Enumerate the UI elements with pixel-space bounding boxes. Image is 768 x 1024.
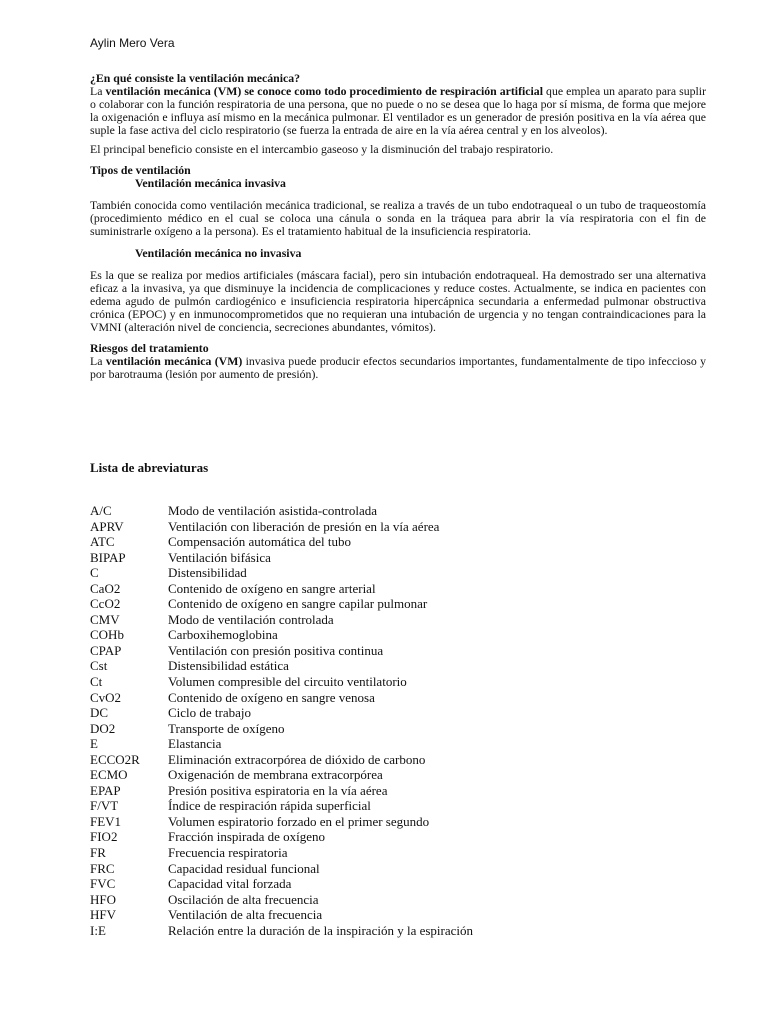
abbreviation-code: CvO2 [90,689,122,705]
abbreviation-code: F/VT [90,798,119,814]
abbreviation-description: Oxigenación de membrana extracorpórea [168,767,383,783]
abbreviation-row [90,923,706,939]
abbreviation-description: Transporte de oxígeno [168,720,285,736]
invasive-paragraph: También conocida como ventilación mecánica tradicional, se realiza a través de un tubo endotraqueal o un tubo de traqueostomía (procedimiento médico en el cual se coloca una cánula o sonda en la tráquea para abrir la vía respiratoria con el fin de suministrarle oxígeno a la persona). Es el tratamiento habitual de la insuficiencia respiratoria. [90,198,706,239]
abbreviation-description: Eliminación extracorpórea de dióxido de carbono [168,751,426,767]
types-heading: Tipos de ventilación [90,163,191,178]
abbreviation-description: Capacidad vital forzada [168,876,292,892]
abbreviation-row [90,829,706,845]
abbreviation-row [90,627,706,643]
risks-heading: Riesgos del tratamiento [90,341,209,356]
risks-lead: La [90,354,103,369]
abbreviation-description: Ventilación bifásica [168,549,271,565]
abbreviation-code: DC [90,705,109,721]
abbreviation-description: Frecuencia respiratoria [168,845,288,861]
document-body [90,72,706,381]
risks-bold: ventilación mecánica (VM) [105,354,243,369]
abbreviation-row [90,721,706,737]
abbreviation-code: C [90,565,99,581]
abbreviation-description: Ventilación con presión positiva continua [168,642,384,658]
abbreviation-description: Volumen espiratorio forzado en el primer segundo [168,813,430,829]
noninvasive-heading: Ventilación mecánica no invasiva [135,245,302,260]
abbreviation-row [90,736,706,752]
abbreviation-description: Volumen compresible del circuito ventilatorio [168,674,407,690]
abbreviation-row [90,845,706,861]
abbreviation-code: ECMO [90,767,128,783]
abbreviation-row [90,550,706,566]
abbreviation-description: Modo de ventilación controlada [168,611,334,627]
abbreviation-row [90,861,706,877]
abbreviation-row [90,767,706,783]
abbreviation-row [90,643,706,659]
abbreviation-row [90,658,706,674]
abbreviation-row [90,581,706,597]
abbreviation-description: Índice de respiración rápida superficial [168,798,371,814]
abbreviation-code: FVC [90,876,116,892]
abbreviation-row [90,876,706,892]
benefit-paragraph: El principal beneficio consiste en el intercambio gaseoso y la disminución del trabajo respiratorio. [90,141,554,156]
abbreviation-code: FEV1 [90,813,122,829]
abbreviation-description: Modo de ventilación asistida-controlada [168,503,378,518]
abbreviation-code: BIPAP [90,549,126,565]
abbreviation-description: Relación entre la duración de la inspiración y la espiración [168,922,474,938]
abbreviation-code: ATC [90,534,115,550]
intro-rest: que emplea un aparato para suplir o colaborar con la función respiratoria de una persona, que no puede o no se desea que lo haga por sí misma, de forma que mejore la oxigenación e influya así mismo en la mecánica pulmonar. El ventilador es un generador de presión positiva en la vía aérea que suple la fase activa del ciclo respiratorio (se fuerza la entrada de aire en la vía aérea central y en los alveolos). [90,83,707,137]
abbreviation-code: COHb [90,627,124,643]
abbreviation-row [90,783,706,799]
abbreviation-code: CPAP [90,642,122,658]
abbreviation-description: Fracción inspirada de oxígeno [168,829,326,845]
abbreviation-row [90,907,706,923]
invasive-heading: Ventilación mecánica invasiva [135,176,286,191]
abbreviation-row [90,752,706,768]
abbreviations-list [90,503,706,938]
abbreviation-code: A/C [90,503,112,518]
abbreviation-row [90,612,706,628]
question-title: ¿En qué consiste la ventilación mecánica? [90,71,301,85]
abbreviation-code: ECCO2R [90,751,140,767]
abbreviation-description: Ciclo de trabajo [168,705,252,721]
abbreviation-description: Contenido de oxígeno en sangre capilar pulmonar [168,596,428,612]
author-name: Aylin Mero Vera [90,36,175,50]
abbreviation-code: DO2 [90,720,116,736]
abbreviation-row [90,814,706,830]
abbreviation-description: Distensibilidad [168,565,247,581]
abbreviation-description: Carboxihemoglobina [168,627,278,643]
abbreviation-description: Capacidad residual funcional [168,860,320,876]
abbreviation-row [90,534,706,550]
intro-lead: La [90,83,103,98]
abbreviation-row [90,519,706,535]
abbreviation-description: Elastancia [168,736,222,752]
noninvasive-paragraph: Es la que se realiza por medios artificiales (máscara facial), pero sin intubación endotraqueal. Ha demostrado ser una alternativa eficaz a la invasiva, ya que disminuye la incidencia de complicaciones y reduce costes. Actualmente, se indica en pacientes con edema agudo de pulmón cardiogénico e insuficiencia respiratoria hipercápnica secundaria a enfermedad pulmonar obstructiva crónica (EPOC) y en inmunocomprometidos que no requieran una intubación de urgencia y no tengan contraindicaciones para la VMNI (alteración nivel de conciencia, secreciones abundantes, vómitos). [90,267,706,334]
abbreviation-description: Compensación automática del tubo [168,534,352,550]
abbreviation-code: EPAP [90,782,121,798]
abbreviation-row [90,674,706,690]
abbreviations-title: Lista de abreviaturas [90,460,209,475]
abbreviation-code: Ct [90,674,103,690]
abbreviation-description: Distensibilidad estática [168,658,289,674]
risks-paragraph [90,355,706,381]
abbreviation-description: Ventilación de alta frecuencia [168,907,323,923]
abbreviation-code: HFO [90,891,117,907]
risks-rest: invasiva puede producir efectos secundarios importantes, fundamentalmente de tipo infeccioso y por barotrauma (lesión por aumento de presión). [90,354,706,382]
abbreviation-description: Contenido de oxígeno en sangre arterial [168,580,376,596]
abbreviation-code: CMV [90,611,120,627]
abbreviation-row [90,690,706,706]
abbreviation-code: E [90,736,98,752]
abbreviation-code: HFV [90,907,117,923]
abbreviation-code: FRC [90,860,115,876]
abbreviation-description: Contenido de oxígeno en sangre venosa [168,689,375,705]
abbreviation-row [90,565,706,581]
abbreviation-description: Oscilación de alta frecuencia [168,891,319,907]
abbreviation-code: FR [90,845,106,861]
intro-bold: ventilación mecánica (VM) se conoce como todo procedimiento de respiración artificial [105,83,543,98]
abbreviation-code: FIO2 [90,829,118,845]
abbreviation-row [90,892,706,908]
abbreviation-row [90,503,706,519]
abbreviation-row [90,596,706,612]
abbreviation-description: Ventilación con liberación de presión en la vía aérea [168,518,440,534]
abbreviation-description: Presión positiva espiratoria en la vía aérea [168,782,388,798]
abbreviation-code: CcO2 [90,596,121,612]
abbreviation-code: I:E [90,922,106,938]
abbreviation-row [90,798,706,814]
abbreviation-row [90,705,706,721]
intro-paragraph [90,85,706,137]
abbreviation-code: CaO2 [90,580,121,596]
abbreviation-code: Cst [90,658,108,674]
abbreviation-code: APRV [90,518,124,534]
